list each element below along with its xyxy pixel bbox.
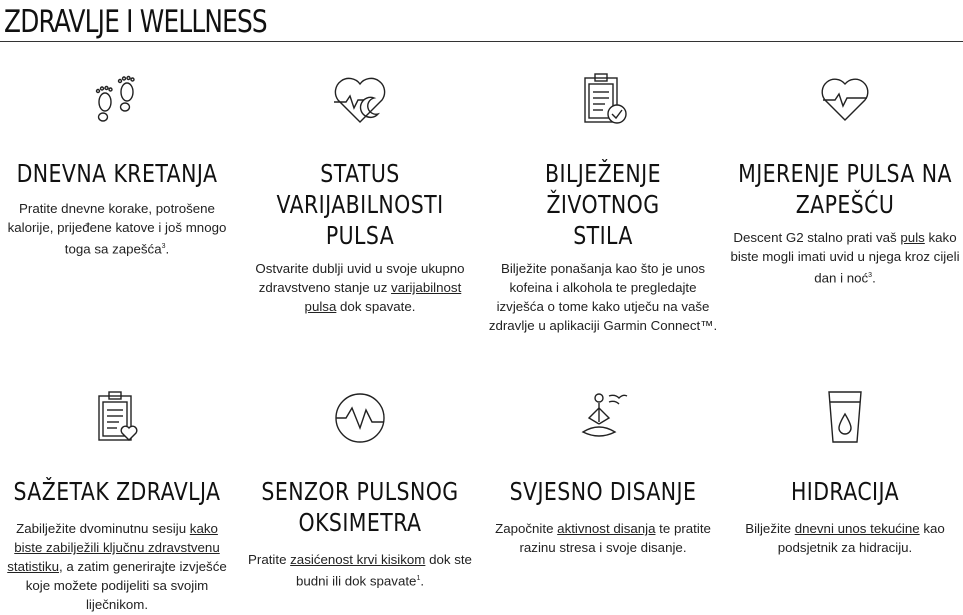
footnote-marker: 1: [416, 575, 421, 582]
footnote-marker: 3: [161, 243, 166, 250]
description-text: Bilježite: [745, 521, 795, 536]
feature-hydration: [730, 388, 960, 557]
feature-description: [488, 259, 718, 335]
feature-description: [245, 259, 475, 316]
pulse-ox-icon: [330, 388, 390, 448]
feature-description: [730, 228, 960, 287]
description-text: dok ste budni ili dok spavate: [295, 552, 472, 589]
clipboard-heart-icon: [87, 388, 147, 448]
description-text: Pratite: [248, 552, 291, 567]
footnote-marker: 3: [868, 272, 873, 279]
feature-hrv-status: [245, 70, 475, 316]
feature-lifestyle-logging: [488, 70, 718, 335]
feature-title: HIDRACIJA: [790, 477, 900, 506]
description-text: dok spavate.: [336, 299, 416, 314]
title-divider: [0, 41, 963, 42]
feature-mindful-breathing: [488, 388, 718, 557]
description-text: kao podsjetnik za hidraciju.: [777, 521, 945, 555]
description-text: Descent G2 stalno prati vaš: [733, 230, 901, 245]
description-text: Pratite dnevne korake, potrošene kalorije, prijeđene katove i još mnogo toga sa zapešća: [7, 201, 227, 257]
feature-description: [245, 550, 475, 590]
feature-health-snapshot: [2, 388, 232, 614]
heart-pulse-icon: [815, 70, 875, 130]
water-glass-icon: [815, 388, 875, 448]
feature-title: SVJESNO DISANJE: [509, 477, 697, 506]
page-title: ZDRAVLJE I WELLNESS: [4, 4, 267, 40]
feature-description: [2, 199, 232, 258]
footprints-icon: [87, 70, 147, 130]
feature-title: STATUS VARIJABILNOSTI PULSA: [276, 159, 444, 250]
description-text: te pratite razinu stresa i svoje disanje.: [519, 521, 711, 555]
feature-title: SAŽETAK ZDRAVLJA: [13, 477, 221, 506]
description-text: Započnite: [495, 521, 558, 536]
feature-pulse-ox: [245, 388, 475, 590]
feature-daily-movement: [2, 70, 232, 258]
meditation-breath-icon: [573, 388, 633, 448]
description-link[interactable]: aktivnost disanja: [557, 521, 656, 536]
feature-title: MJERENJE PULSA NA ZAPEŠĆU: [738, 159, 952, 219]
description-link[interactable]: dnevni unos tekućine: [794, 521, 920, 536]
clipboard-check-icon: [573, 70, 633, 130]
description-text: Bilježite ponašanja kao što je unos kofeina i alkohola te pregledajte izvješća o tome kako utječu na vaše zdravlje u aplikaciji Garmin Connect™.: [488, 261, 718, 333]
feature-title: DNEVNA KRETANJA: [16, 159, 218, 188]
description-link[interactable]: kako biste zabilježili ključnu zdravstvenu statistiku: [7, 521, 220, 574]
description-text: Ostvarite dublji uvid u svoje ukupno zdravstveno stanje uz: [255, 261, 465, 295]
description-text: .: [872, 270, 876, 286]
description-text: Zabilježite dvominutnu sesiju: [16, 521, 190, 536]
feature-description: [2, 519, 232, 614]
feature-description: [488, 519, 718, 557]
description-link[interactable]: varijabilnost pulsa: [304, 280, 462, 314]
heart-moon-icon: [330, 70, 390, 130]
description-text: .: [420, 573, 425, 589]
description-text: , a zatim generirajte izvješće koje možete podijeliti sa svojim liječnikom.: [25, 559, 227, 612]
feature-description: [730, 519, 960, 557]
description-text: kako biste mogli imati uvid u njega kroz cijeli dan i noć: [730, 230, 960, 286]
feature-wrist-hr: [730, 70, 960, 287]
description-link[interactable]: zasićenost krvi kisikom: [290, 552, 426, 567]
description-link[interactable]: puls: [900, 230, 925, 245]
feature-title: SENZOR PULSNOG OKSIMETRA: [261, 477, 459, 537]
description-text: .: [165, 241, 170, 257]
feature-title: BILJEŽENJE ŽIVOTNOG STILA: [545, 159, 661, 250]
